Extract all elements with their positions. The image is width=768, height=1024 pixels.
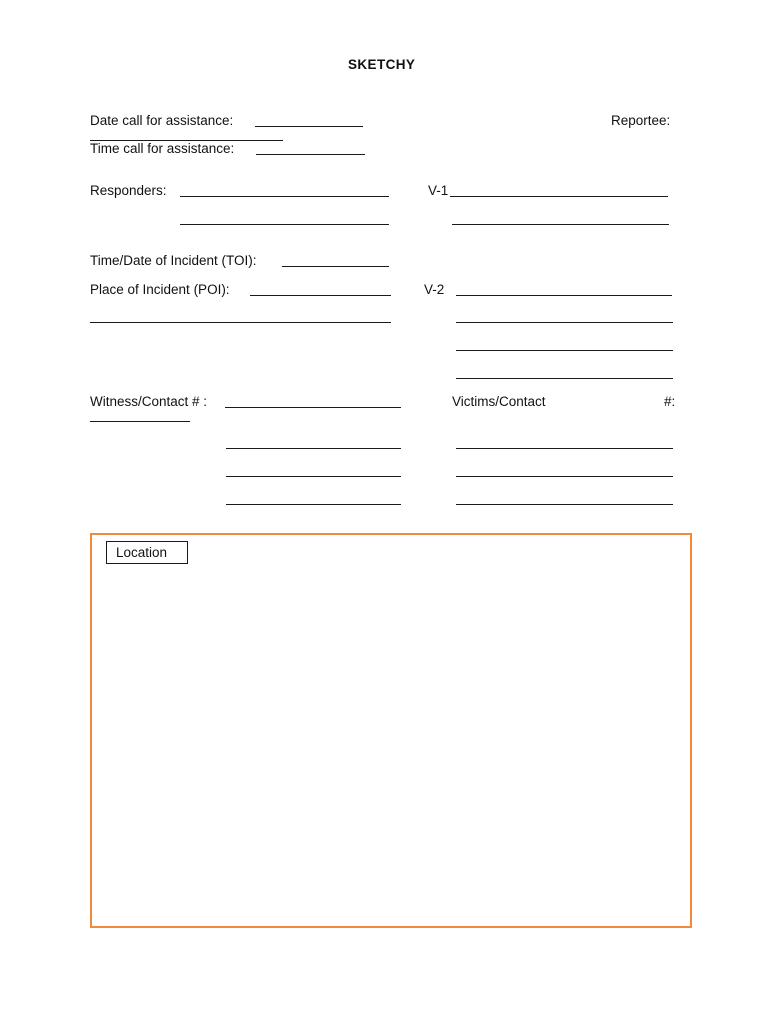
responders-label: Responders: [90,183,171,198]
v1-label: V-1 [428,183,449,198]
responders-field-2[interactable] [180,224,389,225]
v1-field-2[interactable] [452,224,669,225]
victims-field-2[interactable] [456,476,673,477]
location-label: Location [106,541,188,564]
v2-label: V-2 [424,282,445,297]
victims-label: Victims/Contact [452,394,546,409]
form-title: SKETCHY [348,57,416,72]
place-incident-field-1[interactable] [250,295,391,296]
time-date-incident-label: Time/Date of Incident (TOI): [90,253,261,268]
v1-field-1[interactable] [450,196,668,197]
time-call-label: Time call for assistance: [90,141,239,156]
witness-field-2[interactable] [226,448,401,449]
date-call-label: Date call for assistance: [90,113,238,128]
time-call-field[interactable] [256,154,365,155]
v2-field-1[interactable] [456,295,672,296]
victims-field-1[interactable] [456,448,673,449]
v2-field-3[interactable] [456,350,673,351]
witness-field-1[interactable] [225,407,401,408]
victims-hash-label: #: [664,394,676,409]
witness-field-3[interactable] [226,476,401,477]
time-date-incident-field[interactable] [282,266,389,267]
date-call-field[interactable] [255,126,363,127]
victims-field-3[interactable] [456,504,673,505]
reportee-label: Reportee: [611,113,671,128]
sketch-area[interactable] [90,533,692,928]
witness-field-4[interactable] [226,504,401,505]
v2-field-4[interactable] [456,378,673,379]
place-incident-field-2[interactable] [90,322,391,323]
witness-label: Witness/Contact # : [90,394,211,409]
witness-field-1-cont[interactable] [90,421,190,422]
responders-field-1[interactable] [180,196,389,197]
place-incident-label: Place of Incident (POI): [90,282,234,297]
v2-field-2[interactable] [456,322,673,323]
